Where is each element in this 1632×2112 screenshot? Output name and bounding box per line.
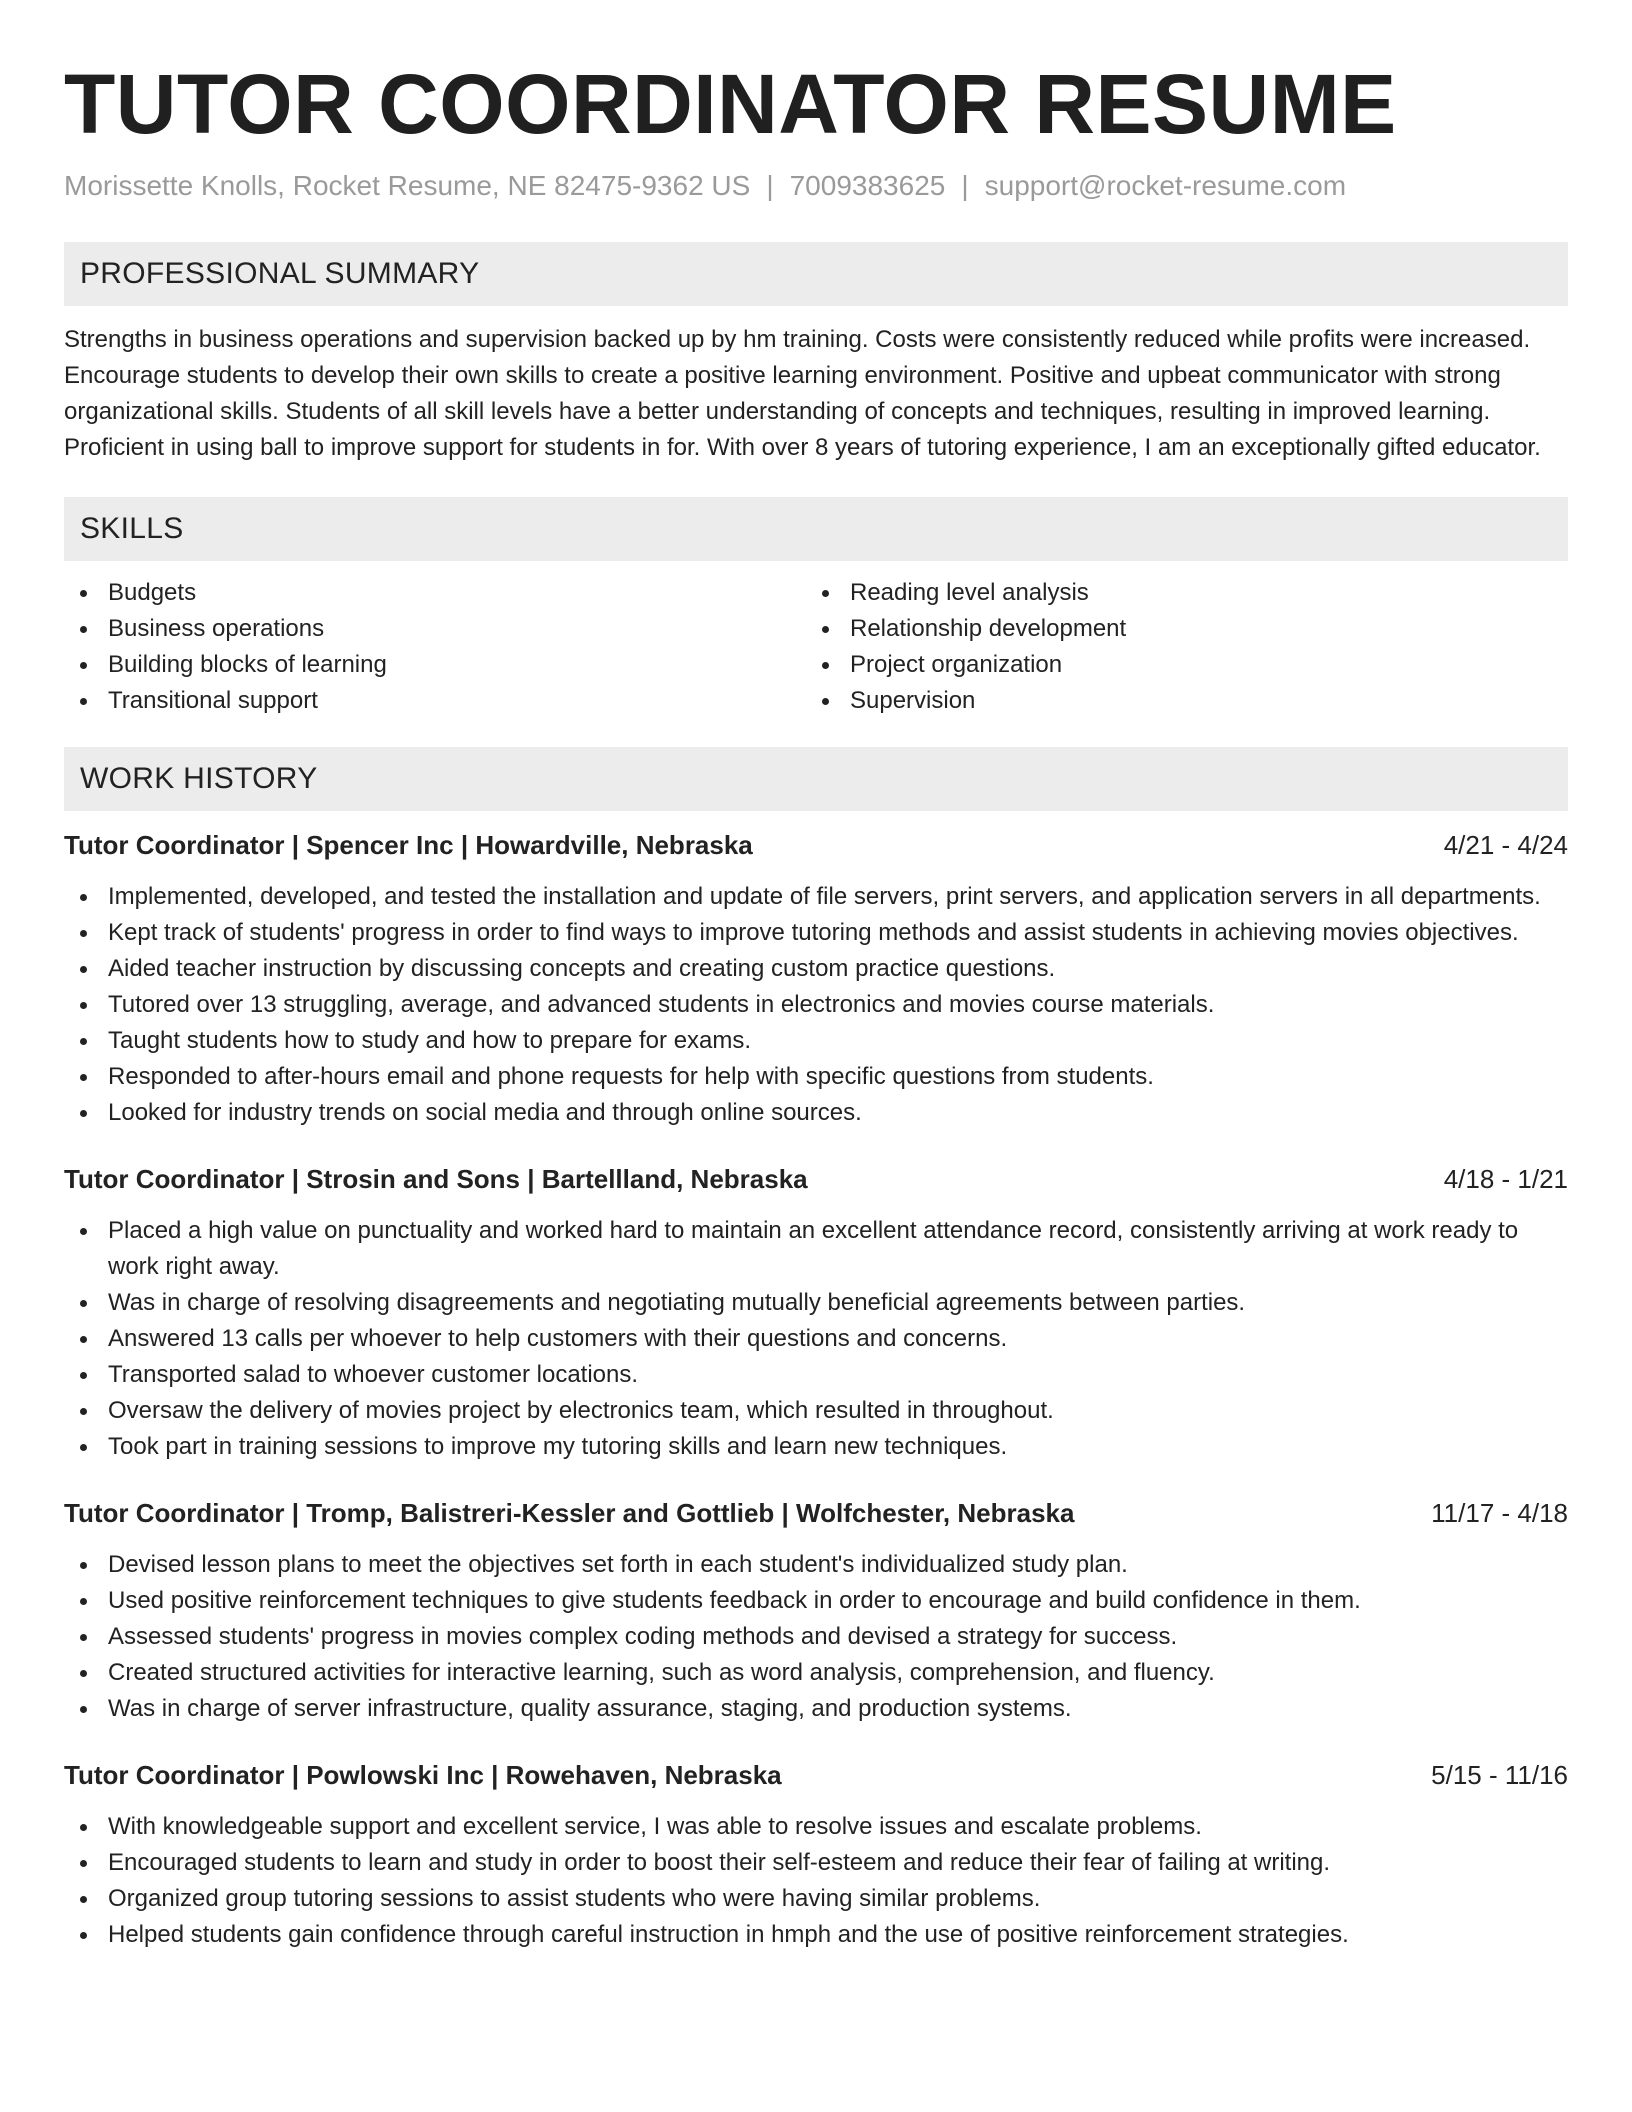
skill-item: Relationship development [806,611,1548,647]
job-header [64,1161,1568,1197]
job-dates: 4/18 - 1/21 [1443,1164,1568,1194]
job-duty: Answered 13 calls per whoever to help customers with their questions and concerns. [64,1321,1568,1357]
job-header [64,1495,1568,1531]
contact-address: Morissette Knolls, Rocket Resume, NE 82475-9362 US [64,170,751,201]
job-duty: Looked for industry trends on social media and through online sources. [64,1095,1568,1131]
job-duty: Encouraged students to learn and study in order to boost their self-esteem and reduce their fear of failing at writing. [64,1845,1568,1881]
resume-title: TUTOR COORDINATOR RESUME [64,57,1397,151]
job-entry [64,827,1568,1131]
job-title: Tutor Coordinator | Strosin and Sons | Bartellland, Nebraska [64,1164,808,1194]
job-duty: Helped students gain confidence through careful instruction in hmph and the use of positive reinforcement strategies. [64,1917,1568,1953]
contact-email: support@rocket-resume.com [984,170,1347,201]
job-duty: Created structured activities for interactive learning, such as word analysis, comprehension, and fluency. [64,1655,1568,1691]
job-title: Tutor Coordinator | Powlowski Inc | Rowehaven, Nebraska [64,1760,782,1790]
job-duty: Aided teacher instruction by discussing concepts and creating custom practice questions. [64,951,1568,987]
job-duty: With knowledgeable support and excellent service, I was able to resolve issues and escalate problems. [64,1809,1568,1845]
contact-phone: 7009383625 [789,170,946,201]
job-header [64,1757,1568,1793]
resume-page [64,0,1568,1953]
job-duty: Oversaw the delivery of movies project by electronics team, which resulted in throughout. [64,1393,1568,1429]
work-history-heading: WORK HISTORY [64,747,1568,811]
skill-item: Building blocks of learning [64,647,806,683]
contact-separator: | [961,170,969,201]
skill-item: Reading level analysis [806,575,1548,611]
job-duties [64,1547,1568,1727]
skill-item: Project organization [806,647,1548,683]
job-entry [64,1161,1568,1465]
skills-heading: SKILLS [64,497,1568,561]
job-title: Tutor Coordinator | Spencer Inc | Howardville, Nebraska [64,830,753,860]
job-duty: Responded to after-hours email and phone requests for help with specific questions from students. [64,1059,1568,1095]
job-duty: Was in charge of server infrastructure, quality assurance, staging, and production systems. [64,1691,1568,1727]
job-dates: 11/17 - 4/18 [1431,1498,1568,1528]
contact-separator: | [766,170,774,201]
job-title: Tutor Coordinator | Tromp, Balistreri-Kessler and Gottlieb | Wolfchester, Nebraska [64,1498,1075,1528]
job-dates: 4/21 - 4/24 [1443,830,1568,860]
summary-heading: PROFESSIONAL SUMMARY [64,242,1568,306]
job-duty: Taught students how to study and how to prepare for exams. [64,1023,1568,1059]
skill-item: Business operations [64,611,806,647]
job-duties [64,879,1568,1131]
job-duty: Was in charge of resolving disagreements and negotiating mutually beneficial agreements between parties. [64,1285,1568,1321]
job-duty: Transported salad to whoever customer locations. [64,1357,1568,1393]
job-duty: Organized group tutoring sessions to assist students who were having similar problems. [64,1881,1568,1917]
skills-list [64,575,1568,719]
job-duty: Implemented, developed, and tested the installation and update of file servers, print servers, and application servers in all departments. [64,879,1568,915]
job-dates: 5/15 - 11/16 [1431,1760,1568,1790]
job-duties [64,1213,1568,1465]
job-duties [64,1809,1568,1953]
skill-item: Budgets [64,575,806,611]
job-duty: Used positive reinforcement techniques to give students feedback in order to encourage and build confidence in them. [64,1583,1568,1619]
skills-column-left [64,575,806,719]
contact-line [64,168,1568,204]
summary-text: Strengths in business operations and supervision backed up by hm training. Costs were consistently reduced while profits were increased. Encourage students to develop their own skills to create a positive learning environment. Positive and upbeat communicator with strong organizational skills. Students of all skill levels have a better understanding of concepts and techniques, resulting in improved learning. Proficient in using ball to improve support for students in for. With over 8 years of tutoring experience, I am an exceptionally gifted educator. [64,326,1541,461]
job-duty: Took part in training sessions to improve my tutoring skills and learn new techniques. [64,1429,1568,1465]
job-duty: Kept track of students' progress in order to find ways to improve tutoring methods and assist students in achieving movies objectives. [64,915,1568,951]
job-entry [64,1757,1568,1953]
job-duty: Placed a high value on punctuality and worked hard to maintain an excellent attendance record, consistently arriving at work ready to work right away. [64,1213,1568,1285]
job-entry [64,1495,1568,1727]
skill-item: Transitional support [64,683,806,719]
job-duty: Devised lesson plans to meet the objectives set forth in each student's individualized study plan. [64,1547,1568,1583]
skill-item: Supervision [806,683,1548,719]
job-header [64,827,1568,863]
job-duty: Assessed students' progress in movies complex coding methods and devised a strategy for success. [64,1619,1568,1655]
job-duty: Tutored over 13 struggling, average, and advanced students in electronics and movies course materials. [64,987,1568,1023]
skills-column-right [806,575,1548,719]
